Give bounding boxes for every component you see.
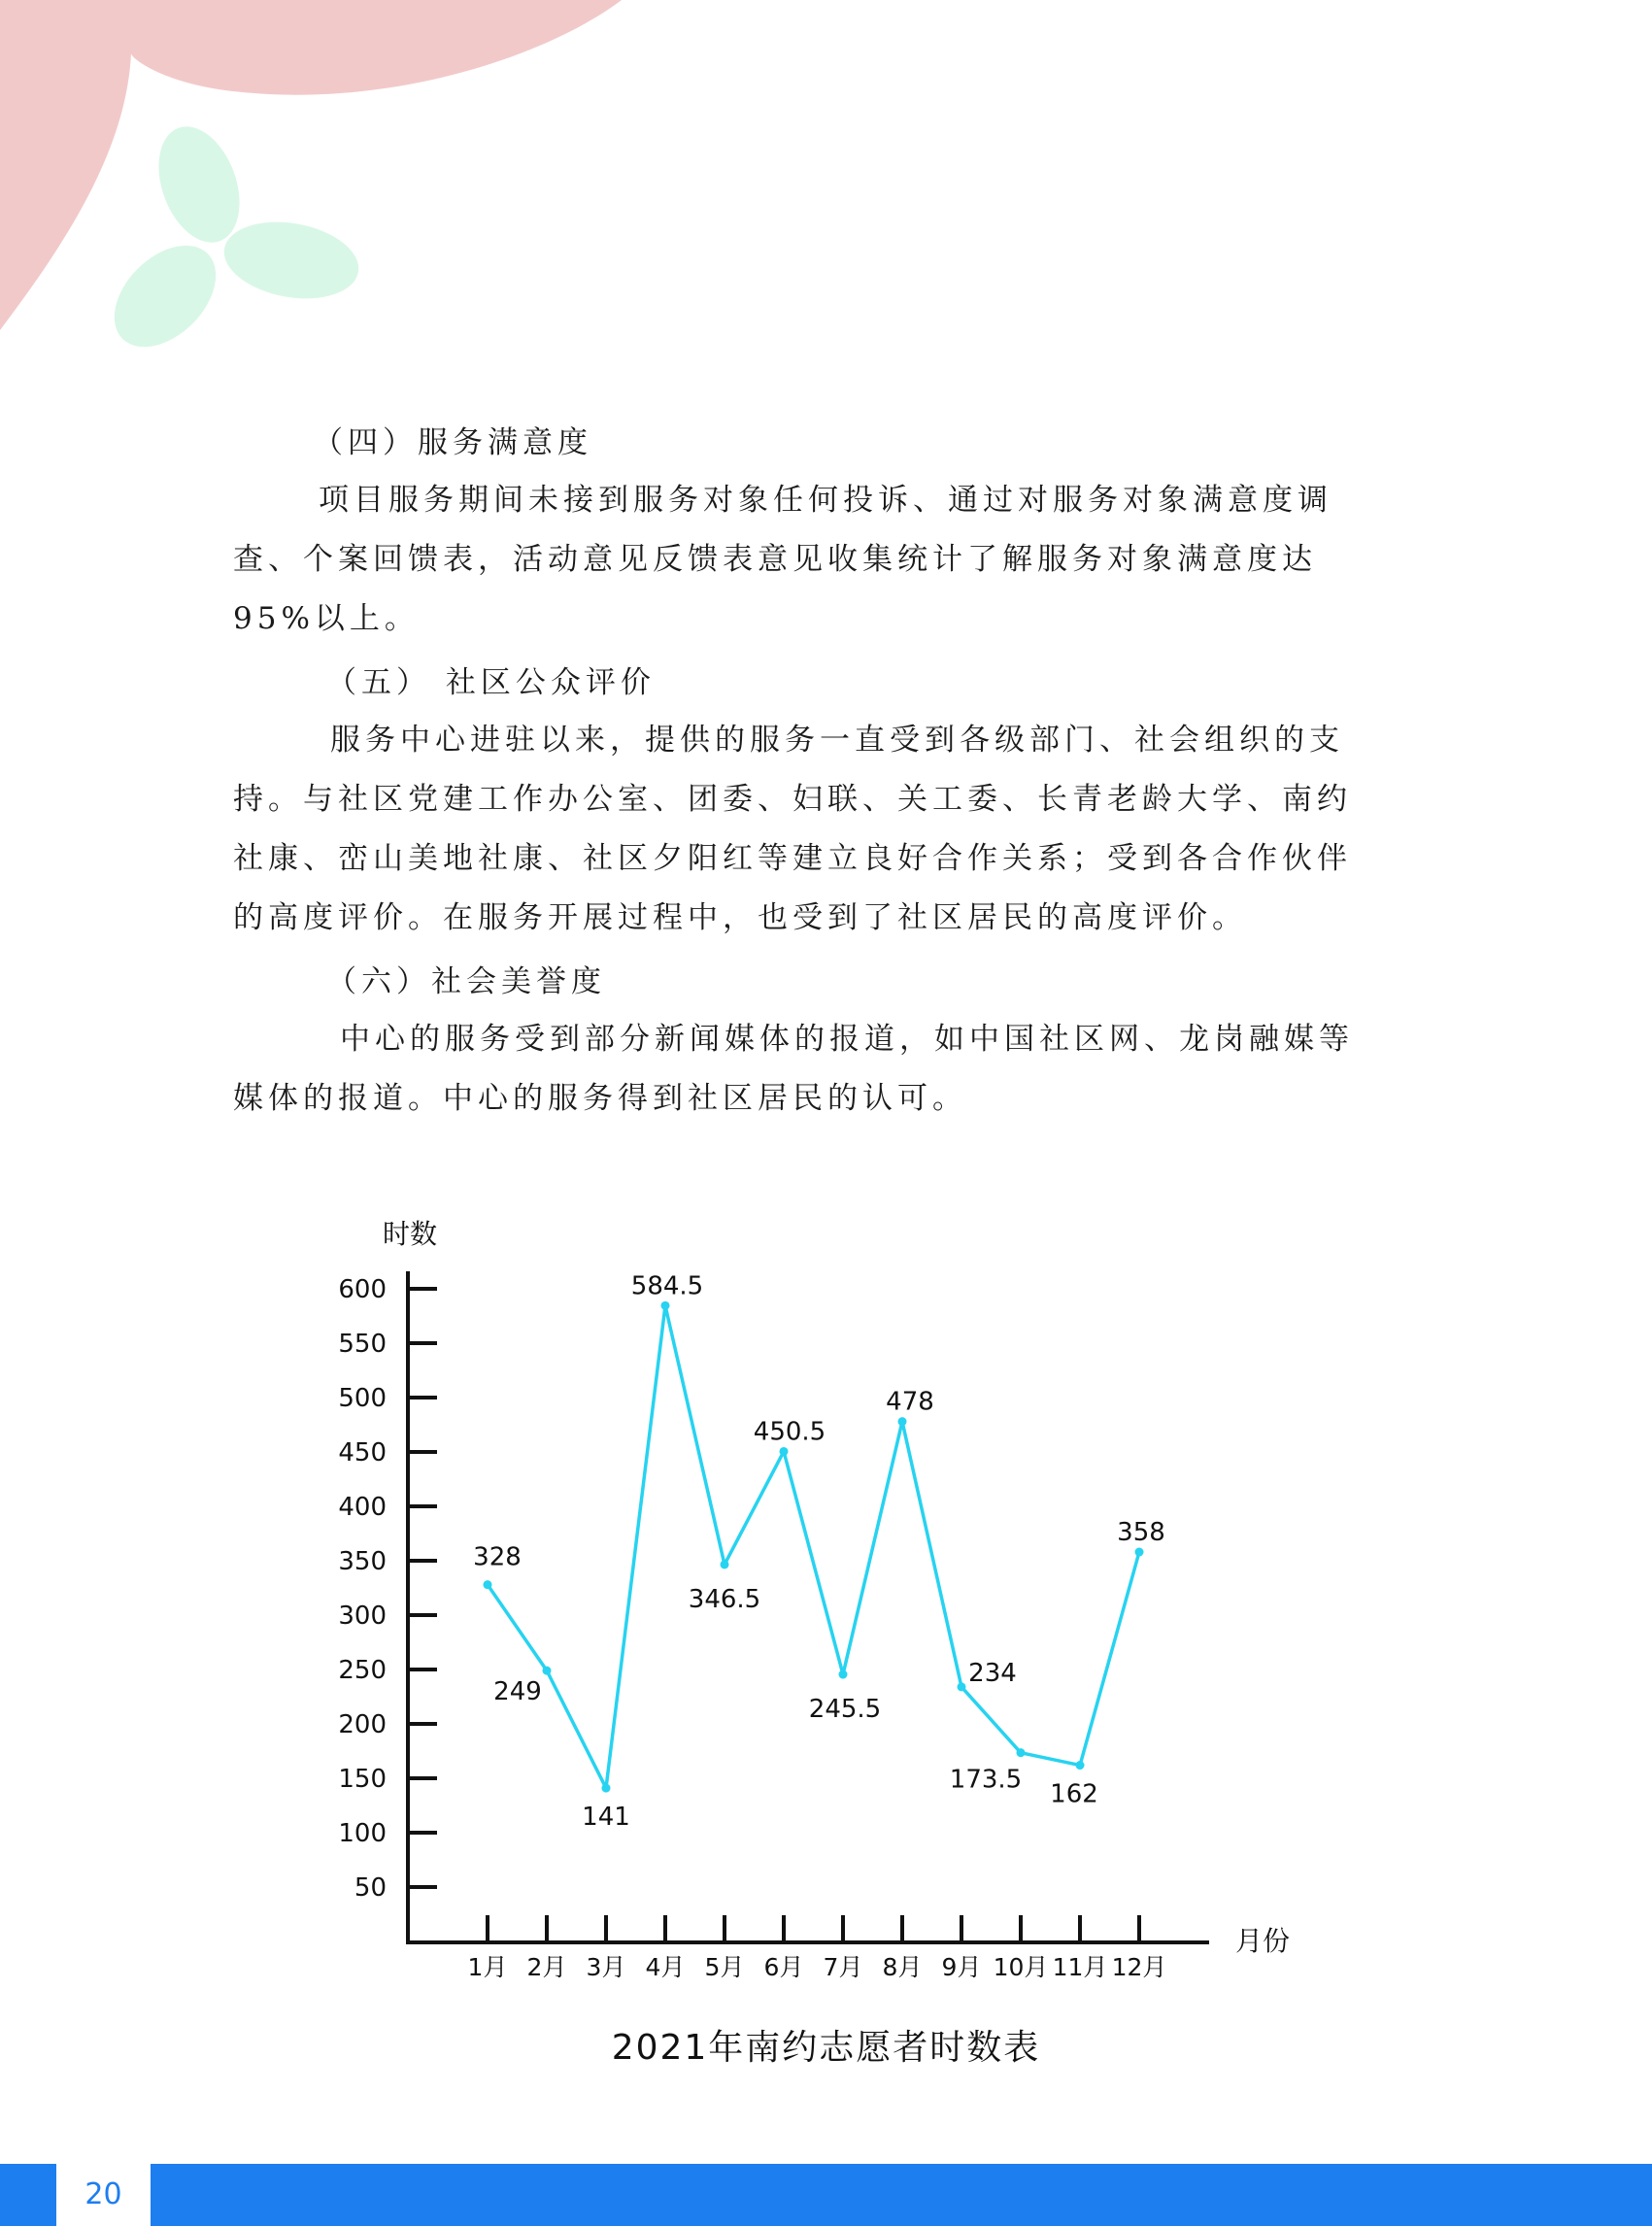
x-tick-label: 6月 [763, 1953, 804, 1981]
x-tick-label: 12月 [1111, 1953, 1167, 1981]
data-point [543, 1667, 552, 1675]
data-label: 234 [968, 1658, 1017, 1688]
paragraph-line: 服务中心进驻以来，提供的服务一直受到各级部门、社会组织的支 [330, 723, 1344, 758]
section-heading-satisfaction: （四）服务满意度 [313, 425, 592, 460]
data-label: 346.5 [688, 1584, 761, 1614]
y-tick-label: 350 [338, 1547, 387, 1576]
paragraph-line: 中心的服务受到部分新闻媒体的报道，如中国社区网、龙岗融媒等 [340, 1022, 1354, 1057]
section-heading-public-evaluation: （五） 社区公众评价 [326, 665, 656, 700]
x-tick-label: 2月 [526, 1953, 567, 1981]
paragraph-reputation [233, 1010, 1420, 1129]
y-tick-label: 400 [338, 1493, 387, 1522]
section-heading-reputation: （六）社会美誉度 [326, 964, 606, 999]
y-tick-label: 500 [338, 1384, 387, 1413]
data-point [602, 1784, 611, 1793]
x-tick-label: 8月 [882, 1953, 923, 1981]
x-axis-label: 月份 [1234, 1925, 1291, 1957]
y-tick-label: 250 [338, 1656, 387, 1685]
data-point [839, 1670, 848, 1679]
data-point [661, 1301, 670, 1310]
data-point [1017, 1748, 1026, 1757]
y-tick-label: 50 [354, 1873, 387, 1903]
data-label: 450.5 [753, 1417, 826, 1447]
y-tick-label: 150 [338, 1765, 387, 1794]
data-point [958, 1682, 966, 1691]
x-tick-label: 3月 [586, 1953, 626, 1981]
paragraph-line: 持。与社区党建工作办公室、团委、妇联、关工委、长青老龄大学、南约 [233, 782, 1352, 817]
chart-title: 2021年南约志愿者时数表 [611, 2028, 1041, 2068]
corner-decoration [0, 0, 680, 388]
x-tick-label: 4月 [645, 1953, 686, 1981]
x-tick-label: 9月 [941, 1953, 982, 1981]
paragraph-line: 查、个案回馈表，活动意见反馈表意见收集统计了解服务对象满意度达 [233, 542, 1317, 577]
data-label: 249 [493, 1677, 542, 1707]
data-label: 328 [473, 1542, 522, 1572]
data-label: 162 [1050, 1779, 1098, 1809]
paragraph-line: 95%以上。 [233, 601, 420, 636]
data-label: 584.5 [630, 1271, 704, 1301]
x-tick-label: 5月 [704, 1953, 745, 1981]
data-label: 478 [886, 1387, 934, 1417]
y-tick-label: 550 [338, 1330, 387, 1359]
paragraph-line: 的高度评价。在服务开展过程中，也受到了社区居民的高度评价。 [233, 900, 1247, 935]
data-label: 245.5 [808, 1695, 882, 1725]
data-point [1076, 1761, 1085, 1770]
data-label: 173.5 [949, 1765, 1023, 1795]
leaf-icon [95, 116, 365, 366]
x-tick-label: 7月 [823, 1953, 863, 1981]
data-label: 141 [582, 1803, 630, 1833]
y-tick-label: 450 [338, 1438, 387, 1467]
footer-bar [151, 2164, 1652, 2226]
data-point [898, 1417, 907, 1426]
data-point [721, 1560, 729, 1568]
x-tick-label: 11月 [1052, 1953, 1108, 1981]
paragraph-line: 媒体的报道。中心的服务得到社区居民的认可。 [233, 1081, 967, 1116]
x-tick-label: 1月 [467, 1953, 508, 1981]
x-tick-label: 10月 [993, 1953, 1049, 1981]
paragraph-line: 项目服务期间未接到服务对象任何投诉、通过对服务对象满意度调 [319, 483, 1332, 518]
data-point [780, 1447, 789, 1456]
y-axis-label: 时数 [382, 1218, 438, 1250]
footer-bar-left [0, 2164, 56, 2226]
data-point [484, 1580, 492, 1589]
volunteer-hours-line-chart [291, 1199, 1340, 1996]
data-label: 358 [1117, 1518, 1165, 1548]
paragraph-line: 社康、峦山美地社康、社区夕阳红等建立良好合作关系；受到各合作伙伴 [233, 841, 1352, 876]
y-tick-label: 600 [338, 1275, 387, 1304]
paragraph-public-evaluation [233, 711, 1420, 948]
y-tick-label: 300 [338, 1602, 387, 1631]
y-tick-label: 200 [338, 1710, 387, 1739]
data-point [1135, 1548, 1144, 1557]
page-number: 20 [56, 2164, 151, 2226]
y-tick-label: 100 [338, 1819, 387, 1848]
paragraph-satisfaction [233, 471, 1420, 649]
